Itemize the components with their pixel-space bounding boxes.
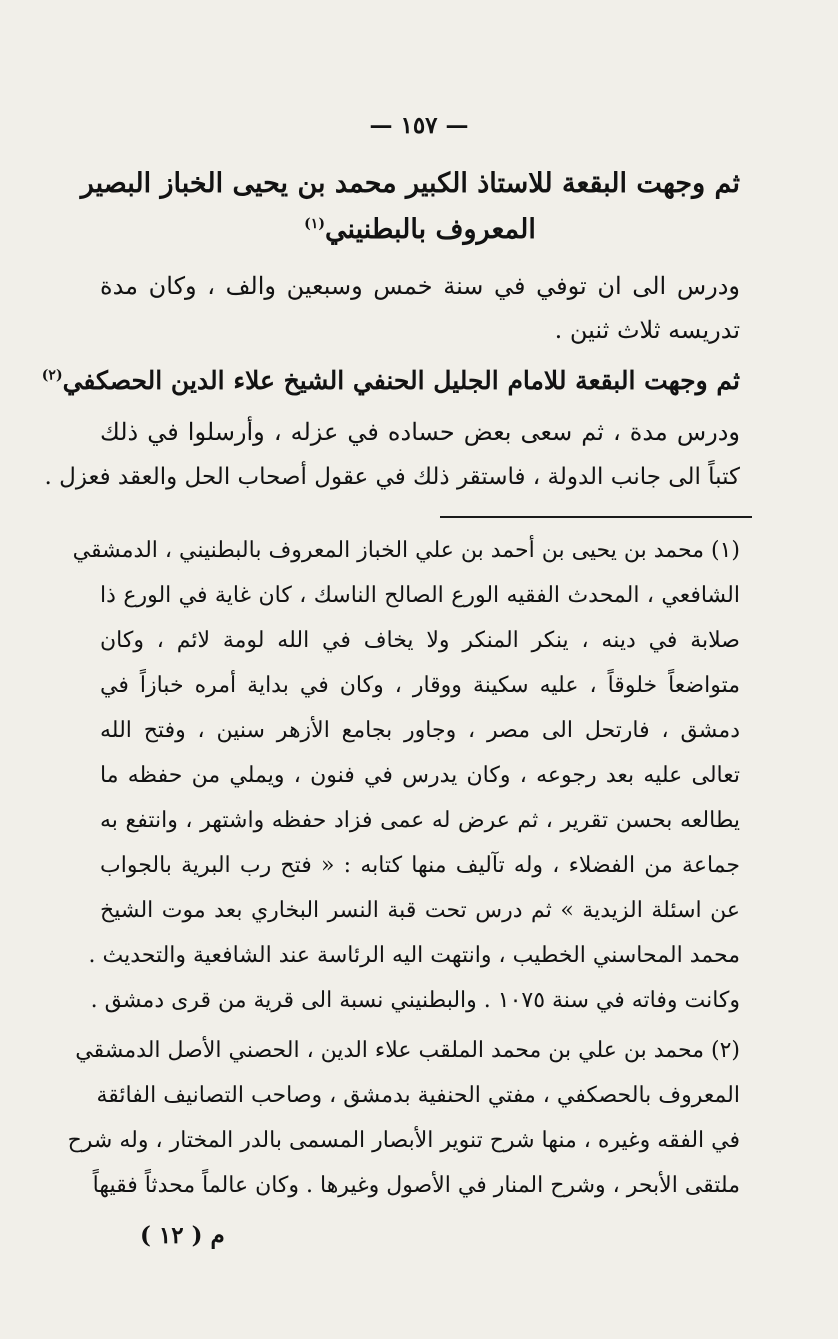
footnote-line: دمشق ، فارتحل الى مصر ، وجاور بجامع الأزهر سنين ، وفتح الله [100,718,740,743]
section1-heading-line2 [100,214,740,245]
footnote-line: (٢) محمد بن علي بن محمد الملقب علاء الدين ، الحصني الأصل الدمشقي [75,1038,740,1063]
section2-body-line: كتباً الى جانب الدولة ، فاستقر ذلك في عقول أصحاب الحل والعقد فعزل . [44,464,740,490]
footnote-separator [440,516,752,518]
footnote-line: محمد المحاسني الخطيب ، وانتهت اليه الرئاسة عند الشافعية والتحديث . [88,943,740,968]
footnote-line: صلابة في دينه ، ينكر المنكر ولا يخاف في الله لومة لائم ، وكان [100,628,740,653]
footnote-ref-2: (٢) [41,367,63,384]
footnote-line: الشافعي ، المحدث الفقيه الورع الصالح الناسك ، كان غاية في الورع ذا [100,583,740,608]
section1-heading-text: المعروف بالبطنيني [324,214,536,245]
section1-body-line: تدريسه ثلاث ثنين . [554,316,740,344]
footnote-line: جماعة من الفضلاء ، وله تآليف منها كتابه : « فتح رب البرية بالجواب [100,853,740,878]
footnote-line: ملتقى الأبحر ، وشرح المنار في الأصول وغيرها . وكان عالماً محدثاً فقيهاً [92,1173,740,1198]
footnote-line: وكانت وفاته في سنة ١٠٧٥ . والبطنيني نسبة الى قرية من قرى دمشق . [90,988,740,1013]
footnote-line: المعروف بالحصكفي ، مفتي الحنفية بدمشق ، وصاحب التصانيف الفائقة [96,1083,740,1108]
footnote-ref-1: (١) [304,216,325,232]
footnote-line: في الفقه وغيره ، منها شرح تنوير الأبصار المسمى بالدر المختار ، وله شرح [67,1128,740,1153]
section2-heading-text: ثم وجهت البقعة للامام الجليل الحنفي الشيخ علاء الدين الحصكفي [62,366,740,395]
section1-body-line: ودرس الى ان توفي في سنة خمس وسبعين والف ، وكان مدة [100,272,740,300]
section1-heading-line1: ثم وجهت البقعة للاستاذ الكبير محمد بن يحيى الخباز البصير [80,168,740,199]
footnote-line: يطالعه بحسن تقرير ، ثم عرض له عمى فزاد حفظه واشتهر ، وانتفع به [100,808,740,833]
section2-body-line: ودرس مدة ، ثم سعى بعض حساده في عزله ، وأرسلوا في ذلك [100,418,740,446]
footnote-line: (١) محمد بن يحيى بن أحمد بن علي الخباز المعروف بالبطنيني ، الدمشقي [72,538,740,563]
footnote-line: عن اسئلة الزيدية » ثم درس تحت قبة النسر البخاري بعد موت الشيخ [100,898,740,923]
footnote-line: متواضعاً خلوقاً ، عليه سكينة ووقار ، وكان في بداية أمره خبازاً في [100,673,740,698]
signature-mark: م ( ١٢ ) [140,1222,225,1249]
section2-heading [41,366,740,395]
footnote-line: تعالى عليه بعد رجوعه ، وكان يدرس في فنون ، ويملي من حفظه ما [100,763,740,788]
page-number: — ١٥٧ — [369,112,469,139]
